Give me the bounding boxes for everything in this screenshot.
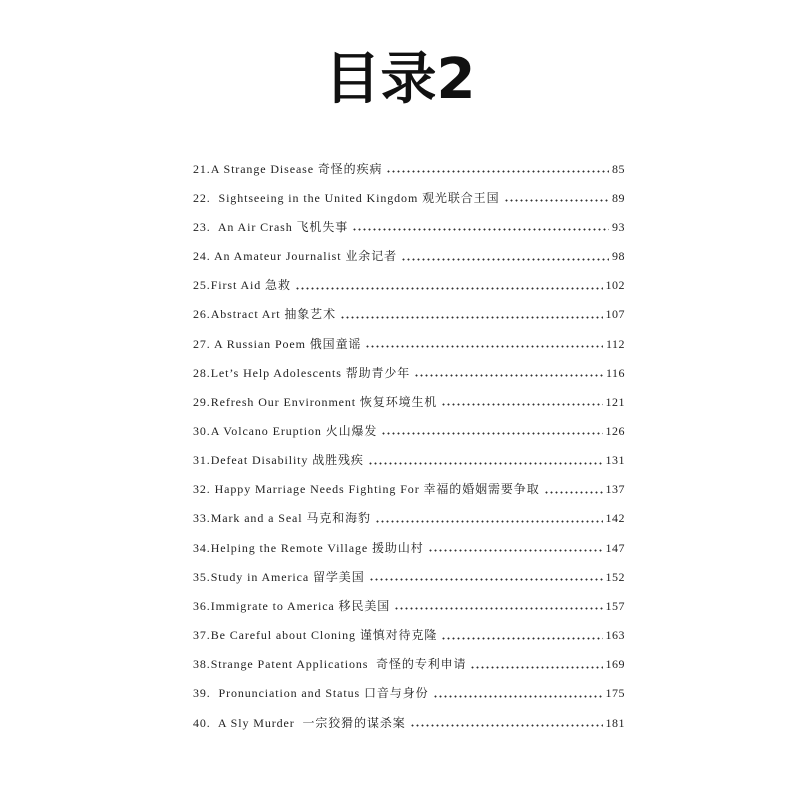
toc-entry-page: 163 bbox=[605, 628, 625, 643]
toc-entry-page: 89 bbox=[612, 190, 625, 205]
toc-entry bbox=[193, 591, 625, 620]
dot-leader bbox=[295, 287, 603, 290]
toc-entry-page: 93 bbox=[612, 219, 625, 234]
toc-entry bbox=[193, 650, 625, 679]
dot-leader bbox=[433, 695, 603, 698]
toc-entry-page: 121 bbox=[605, 394, 625, 409]
toc-entry-page: 98 bbox=[612, 249, 625, 264]
table-of-contents bbox=[193, 154, 625, 737]
toc-entry-page: 137 bbox=[605, 482, 625, 497]
toc-entry-title: 28.Let’s Help Adolescents 帮助青少年 bbox=[193, 365, 411, 380]
toc-entry-title: 22. Sightseeing in the United Kingdom 观光联合王国 bbox=[193, 190, 500, 205]
dot-leader bbox=[365, 345, 603, 348]
toc-entry bbox=[193, 300, 625, 329]
toc-entry bbox=[193, 475, 625, 504]
dot-leader bbox=[340, 316, 603, 319]
toc-entry-page: 102 bbox=[605, 278, 625, 293]
toc-entry-title: 27. A Russian Poem 俄国童谣 bbox=[193, 336, 362, 351]
toc-entry-page: 181 bbox=[605, 715, 625, 730]
dot-leader bbox=[544, 491, 603, 494]
toc-entry-title: 32. Happy Marriage Needs Fighting For 幸福的婚姻需要争取 bbox=[193, 482, 540, 497]
toc-entry-page: 152 bbox=[605, 569, 625, 584]
toc-entry-title: 23. An Air Crash 飞机失事 bbox=[193, 219, 349, 234]
dot-leader bbox=[504, 199, 610, 202]
dot-leader bbox=[369, 578, 603, 581]
toc-entry-title: 36.Immigrate to America 移民美国 bbox=[193, 598, 391, 613]
toc-entry bbox=[193, 562, 625, 591]
toc-entry-page: 175 bbox=[605, 686, 625, 701]
toc-entry-title: 25.First Aid 急救 bbox=[193, 278, 291, 293]
dot-leader bbox=[414, 374, 603, 377]
dot-leader bbox=[352, 228, 609, 231]
toc-entry bbox=[193, 504, 625, 533]
dot-leader bbox=[470, 666, 602, 669]
toc-entry-page: 131 bbox=[605, 453, 625, 468]
dot-leader bbox=[441, 403, 602, 406]
toc-entry bbox=[193, 533, 625, 562]
dot-leader bbox=[441, 637, 602, 640]
toc-entry-page: 107 bbox=[605, 307, 625, 322]
toc-entry-page: 116 bbox=[605, 365, 625, 380]
toc-entry bbox=[193, 183, 625, 212]
dot-leader bbox=[381, 432, 602, 435]
dot-leader bbox=[401, 258, 609, 261]
toc-entry-title: 31.Defeat Disability 战胜残疾 bbox=[193, 453, 364, 468]
toc-entry-title: 40. A Sly Murder 一宗狡猾的谋杀案 bbox=[193, 715, 406, 730]
toc-entry-title: 29.Refresh Our Environment 恢复环境生机 bbox=[193, 394, 438, 409]
dot-leader bbox=[386, 170, 609, 173]
toc-entry-title: 37.Be Careful about Cloning 谨慎对待克隆 bbox=[193, 628, 438, 643]
toc-entry-title: 38.Strange Patent Applications 奇怪的专利申请 bbox=[193, 657, 467, 672]
toc-entry bbox=[193, 708, 625, 737]
toc-entry-title: 30.A Volcano Eruption 火山爆发 bbox=[193, 423, 378, 438]
toc-entry bbox=[193, 621, 625, 650]
toc-entry bbox=[193, 446, 625, 475]
dot-leader bbox=[410, 724, 603, 727]
toc-entry-title: 35.Study in America 留学美国 bbox=[193, 569, 365, 584]
toc-entry bbox=[193, 358, 625, 387]
dot-leader bbox=[394, 607, 602, 610]
toc-entry bbox=[193, 329, 625, 358]
toc-entry bbox=[193, 679, 625, 708]
toc-entry bbox=[193, 241, 625, 270]
toc-entry-title: 34.Helping the Remote Village 援助山村 bbox=[193, 540, 424, 555]
toc-entry-title: 39. Pronunciation and Status 口音与身份 bbox=[193, 686, 429, 701]
toc-entry bbox=[193, 154, 625, 183]
dot-leader bbox=[375, 520, 603, 523]
toc-entry-title: 33.Mark and a Seal 马克和海豹 bbox=[193, 511, 371, 526]
toc-entry-title: 26.Abstract Art 抽象艺术 bbox=[193, 307, 336, 322]
dot-leader bbox=[428, 549, 603, 552]
toc-entry-title: 21.A Strange Disease 奇怪的疾病 bbox=[193, 161, 383, 176]
toc-entry-page: 157 bbox=[605, 598, 625, 613]
dot-leader bbox=[368, 462, 603, 465]
toc-entry bbox=[193, 387, 625, 416]
toc-entry-page: 142 bbox=[605, 511, 625, 526]
toc-entry-page: 147 bbox=[605, 540, 625, 555]
toc-entry-page: 169 bbox=[605, 657, 625, 672]
toc-entry-title: 24. An Amateur Journalist 业余记者 bbox=[193, 249, 397, 264]
toc-entry bbox=[193, 212, 625, 241]
toc-entry bbox=[193, 271, 625, 300]
page-title: 目录2 bbox=[324, 47, 476, 112]
toc-entry bbox=[193, 416, 625, 445]
toc-entry-page: 112 bbox=[605, 336, 625, 351]
toc-entry-page: 126 bbox=[605, 423, 625, 438]
toc-entry-page: 85 bbox=[612, 161, 625, 176]
